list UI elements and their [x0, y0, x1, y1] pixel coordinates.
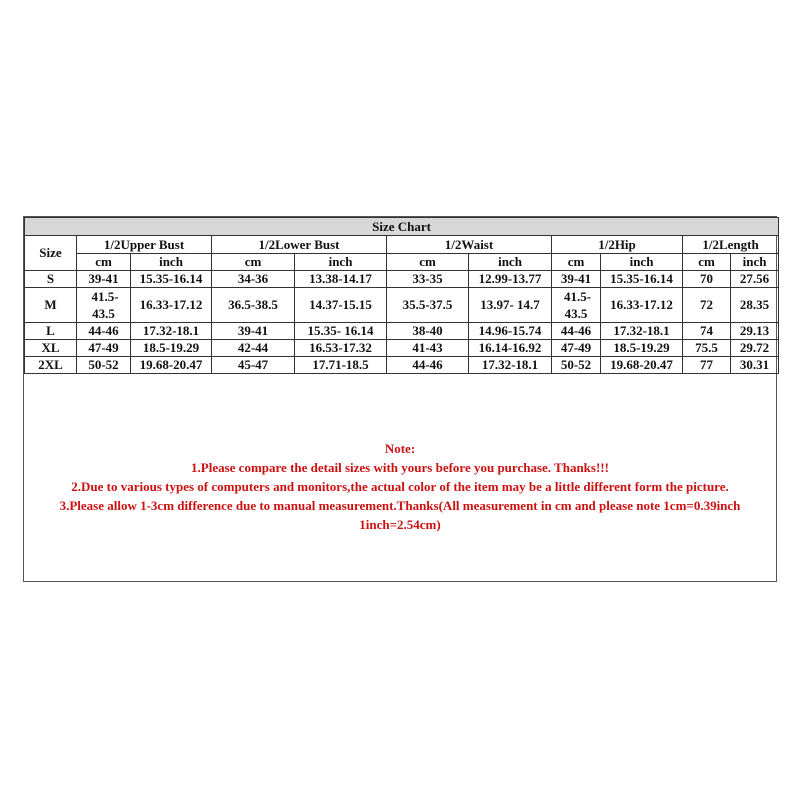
lower-bust-inch: 15.35- 16.14: [295, 323, 387, 340]
note-line-1: 1.Please compare the detail sizes with yours before you purchase. Thanks!!!: [191, 460, 609, 475]
unit-header-cm: cm: [77, 254, 131, 271]
table-row: [25, 357, 779, 374]
lower-bust-inch: 16.53-17.32: [295, 340, 387, 357]
waist-inch: 14.96-15.74: [469, 323, 552, 340]
note-heading: Note:: [384, 441, 416, 456]
note-line-3: 3.Please allow 1-3cm difference due to manual measurement.Thanks(All measurement in cm and please note 1cm=0.39inch: [59, 498, 741, 513]
group-header-hip: 1/2Hip: [552, 236, 683, 254]
hip-cm: 44-46: [552, 323, 601, 340]
waist-inch: 16.14-16.92: [469, 340, 552, 357]
note-line-2: 2.Due to various types of computers and monitors,the actual color of the item may be a little different form the picture.: [71, 479, 729, 494]
upper-bust-cm: 44-46: [77, 323, 131, 340]
unit-header-cm: cm: [683, 254, 731, 271]
hip-cm: 47-49: [552, 340, 601, 357]
upper-bust-cm: 39-41: [77, 271, 131, 288]
size-label: S: [25, 271, 77, 288]
size-chart-sheet: [23, 216, 777, 582]
size-chart-table: [24, 217, 779, 374]
unit-header-cm: cm: [212, 254, 295, 271]
length-inch: 30.31: [731, 357, 779, 374]
hip-inch: 15.35-16.14: [601, 271, 683, 288]
size-label: XL: [25, 340, 77, 357]
waist-cm: 33-35: [387, 271, 469, 288]
size-label: L: [25, 323, 77, 340]
length-cm: 74: [683, 323, 731, 340]
length-inch: 28.35: [731, 288, 779, 323]
size-label: M: [25, 288, 77, 323]
upper-bust-cm: [77, 288, 131, 323]
lower-bust-cm: 36.5-38.5: [212, 288, 295, 323]
length-cm: 70: [683, 271, 731, 288]
unit-header-inch: inch: [131, 254, 212, 271]
waist-cm: 41-43: [387, 340, 469, 357]
waist-inch: 17.32-18.1: [469, 357, 552, 374]
table-row: [25, 340, 779, 357]
hip-inch: 16.33-17.12: [601, 288, 683, 323]
size-column-header: Size: [25, 236, 77, 271]
unit-header-cm: cm: [552, 254, 601, 271]
unit-header-inch: inch: [601, 254, 683, 271]
unit-header-cm: cm: [387, 254, 469, 271]
lower-bust-cm: 42-44: [212, 340, 295, 357]
upper-bust-inch: 15.35-16.14: [131, 271, 212, 288]
waist-cm: 35.5-37.5: [387, 288, 469, 323]
length-inch: 29.13: [731, 323, 779, 340]
hip-cm: 39-41: [552, 271, 601, 288]
group-header-lower-bust: 1/2Lower Bust: [212, 236, 387, 254]
hip-inch: 18.5-19.29: [601, 340, 683, 357]
notes-block: [24, 439, 776, 534]
upper-bust-inch: 17.32-18.1: [131, 323, 212, 340]
group-header-waist: 1/2Waist: [387, 236, 552, 254]
upper-bust-cm-value: 41.5-43.5: [91, 289, 119, 321]
waist-cm: 44-46: [387, 357, 469, 374]
table-row: [25, 288, 779, 323]
note-line-4: 1inch=2.54cm): [359, 517, 441, 532]
upper-bust-cm: 47-49: [77, 340, 131, 357]
length-inch: 27.56: [731, 271, 779, 288]
table-row: [25, 323, 779, 340]
lower-bust-inch: 13.38-14.17: [295, 271, 387, 288]
hip-inch: 17.32-18.1: [601, 323, 683, 340]
upper-bust-inch: 18.5-19.29: [131, 340, 212, 357]
lower-bust-inch: 17.71-18.5: [295, 357, 387, 374]
length-cm: 75.5: [683, 340, 731, 357]
hip-inch: 19.68-20.47: [601, 357, 683, 374]
upper-bust-inch: 19.68-20.47: [131, 357, 212, 374]
lower-bust-cm: 34-36: [212, 271, 295, 288]
length-inch: 29.72: [731, 340, 779, 357]
group-header-length: 1/2Length: [683, 236, 779, 254]
waist-cm: 38-40: [387, 323, 469, 340]
hip-cm: 50-52: [552, 357, 601, 374]
size-label: 2XL: [25, 357, 77, 374]
lower-bust-cm: 45-47: [212, 357, 295, 374]
lower-bust-cm: 39-41: [212, 323, 295, 340]
group-header-upper-bust: 1/2Upper Bust: [77, 236, 212, 254]
length-cm: 72: [683, 288, 731, 323]
waist-inch: 13.97- 14.7: [469, 288, 552, 323]
unit-header-inch: inch: [295, 254, 387, 271]
chart-title: Size Chart: [25, 218, 779, 236]
hip-cm: [552, 288, 601, 323]
hip-cm-value: 41.5-43.5: [564, 289, 592, 321]
upper-bust-inch: 16.33-17.12: [131, 288, 212, 323]
table-row: [25, 271, 779, 288]
length-cm: 77: [683, 357, 731, 374]
unit-header-inch: inch: [469, 254, 552, 271]
lower-bust-inch: 14.37-15.15: [295, 288, 387, 323]
unit-header-inch: inch: [731, 254, 779, 271]
waist-inch: 12.99-13.77: [469, 271, 552, 288]
upper-bust-cm: 50-52: [77, 357, 131, 374]
